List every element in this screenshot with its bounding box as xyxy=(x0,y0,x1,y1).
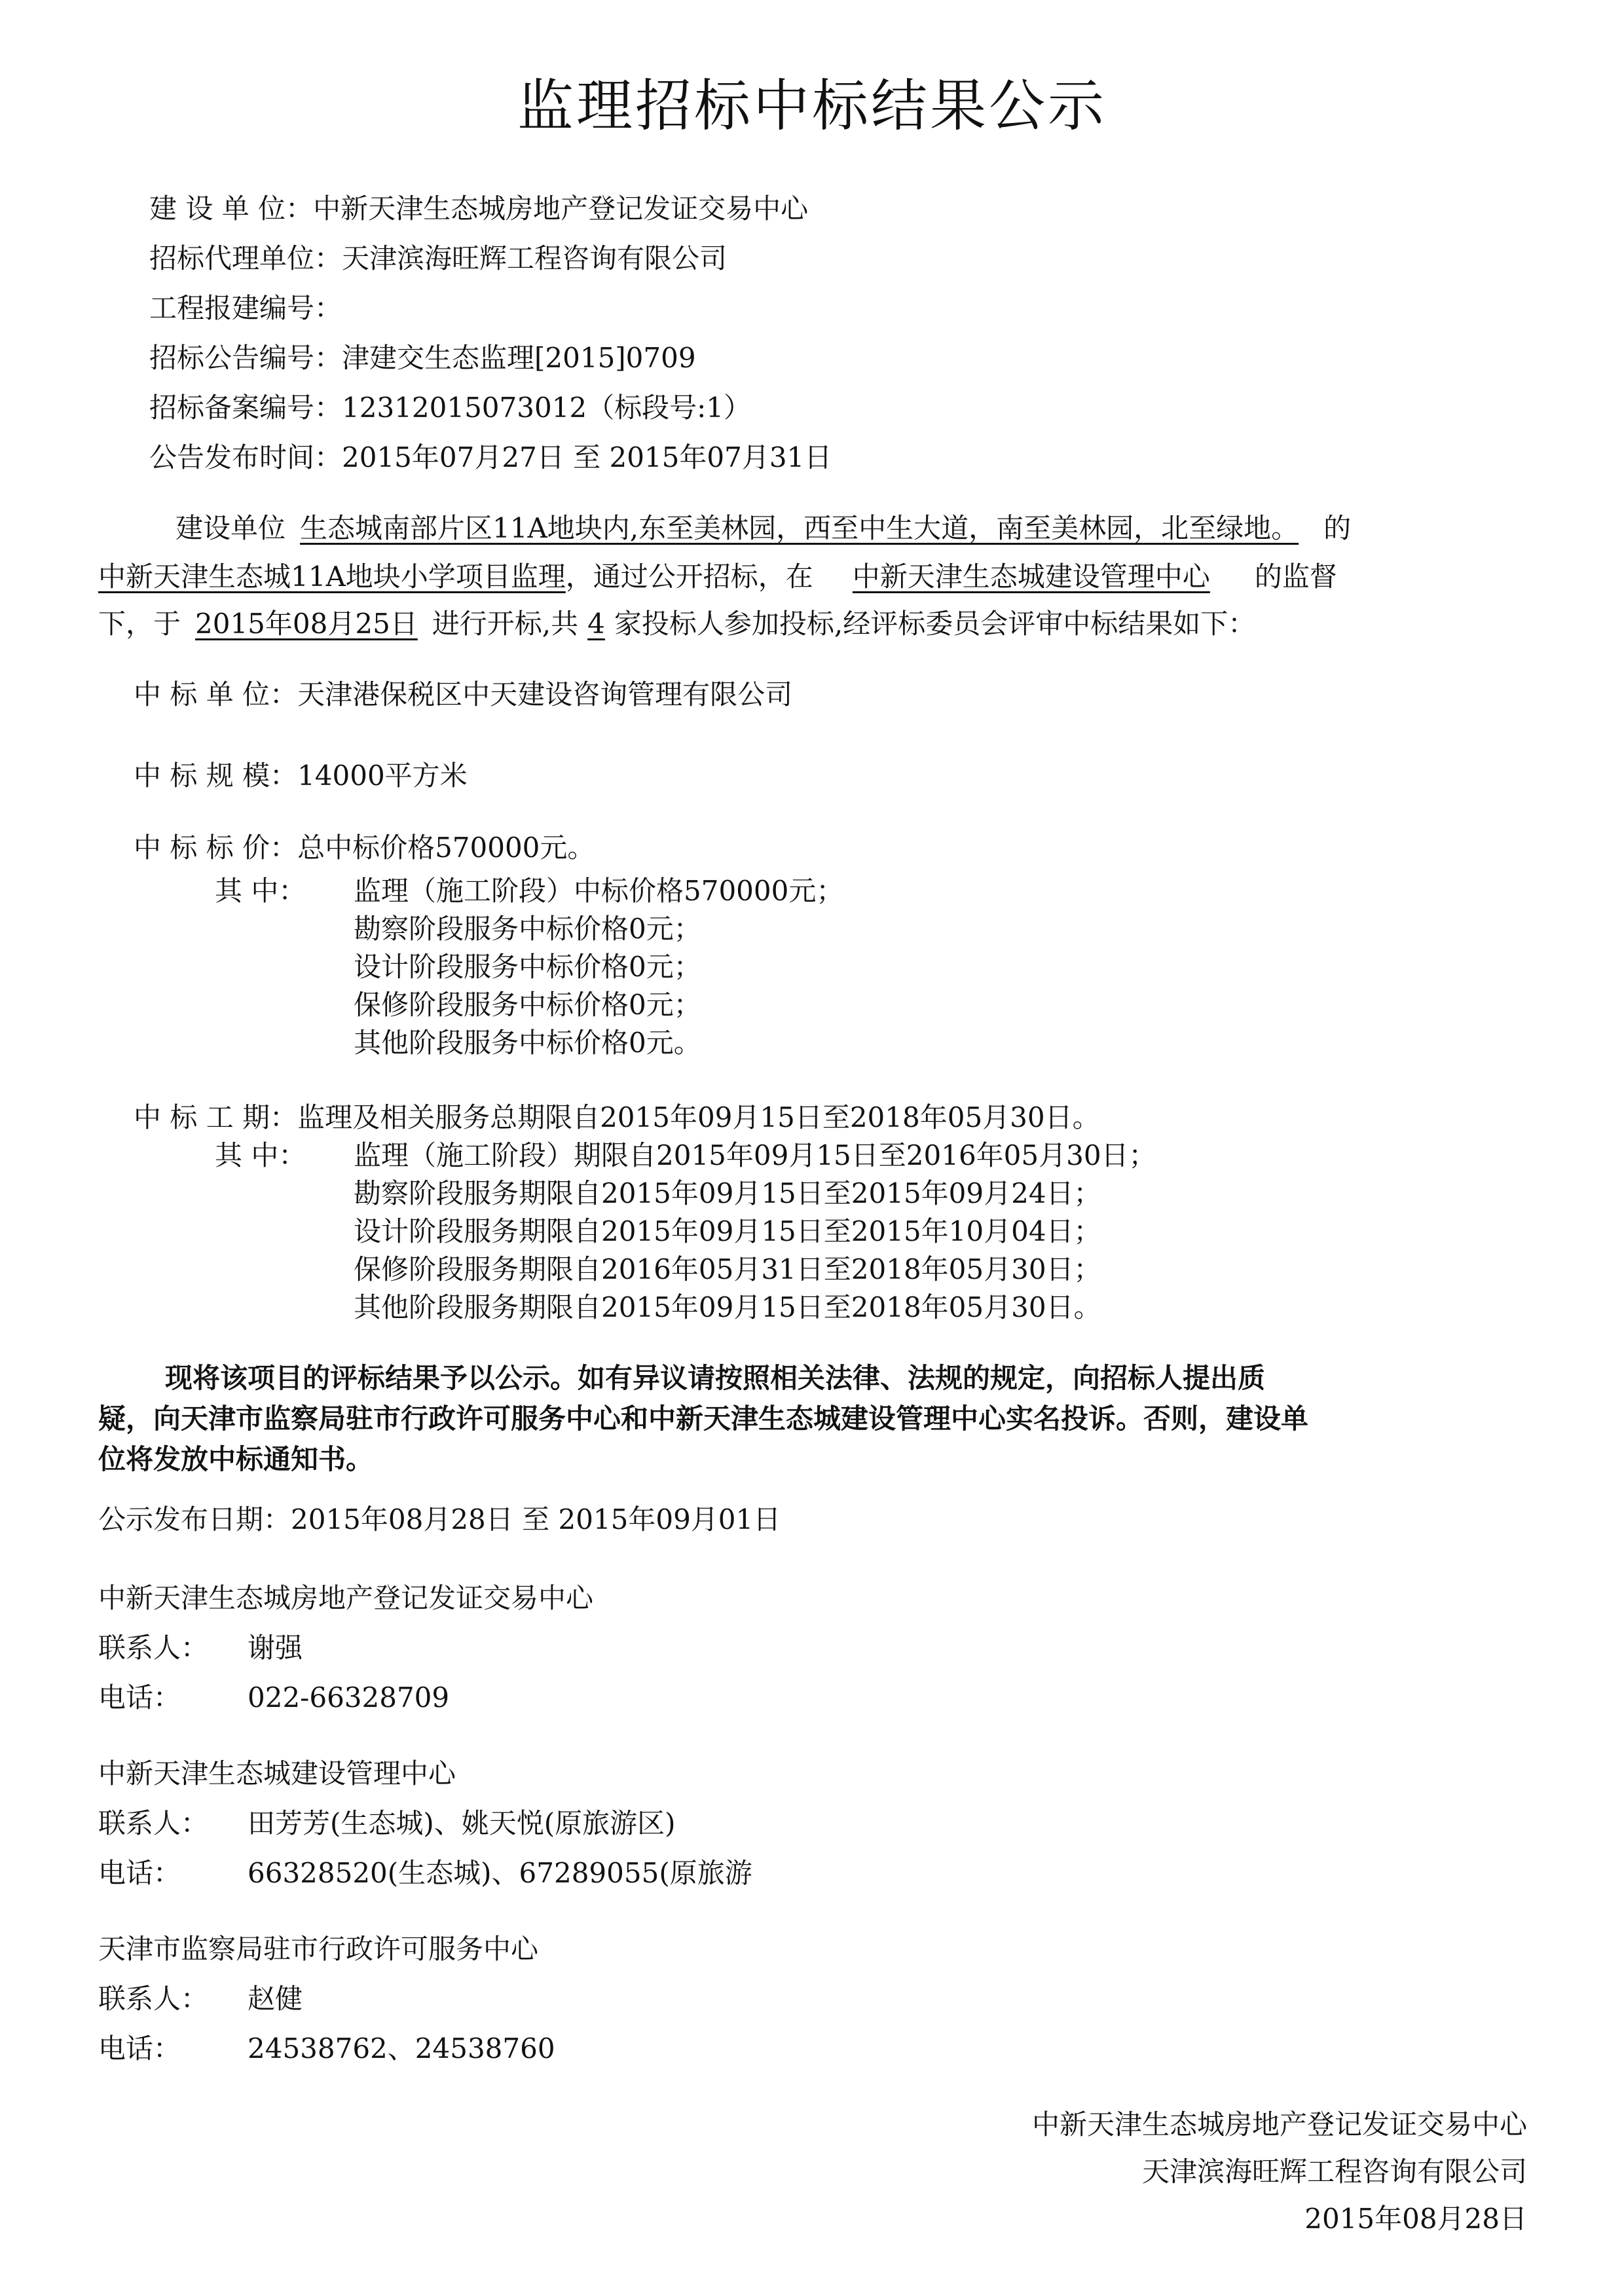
builder-label: 建 设 单 位： xyxy=(149,193,314,225)
contact-person-label: 联系人： xyxy=(98,1632,209,1664)
notice-line-3: 位将发放中标通知书。 xyxy=(98,1443,374,1475)
winner-row xyxy=(134,678,793,710)
scale-row xyxy=(134,762,468,790)
price-label: 中 标 标 价： xyxy=(134,832,298,864)
contact-phone-label: 电话： xyxy=(98,1681,181,1714)
signature-org-1: 中新天津生态城房地产登记发证交易中心 xyxy=(1031,2108,1527,2140)
intro-line-3 xyxy=(98,610,1255,638)
contact-org: 天津市监察局驻市行政许可服务中心 xyxy=(98,1933,539,1965)
page-title: 监理招标中标结果公示 xyxy=(517,73,1107,139)
record-no-row xyxy=(149,394,751,422)
period-item: 设计阶段服务期限自2015年09月15日至2015年10月04日； xyxy=(354,1215,1101,1247)
supervisor-name: 中新天津生态城建设管理中心 xyxy=(852,560,1210,593)
publish-time-row xyxy=(149,441,832,473)
contact-phone: 24538762、24538760 xyxy=(248,2032,555,2065)
notice-no-label: 招标公告编号： xyxy=(149,342,342,374)
price-value: 总中标价格570000元。 xyxy=(297,832,595,864)
period-label: 中 标 工 期： xyxy=(134,1101,298,1133)
price-row xyxy=(134,834,595,862)
scale-value: 14000平方米 xyxy=(297,760,468,792)
period-item: 保修阶段服务期限自2016年05月31日至2018年05月30日； xyxy=(354,1253,1101,1285)
intro-line-2 xyxy=(98,560,1337,593)
price-item: 保修阶段服务中标价格0元； xyxy=(354,989,701,1021)
price-item: 勘察阶段服务中标价格0元； xyxy=(354,913,701,945)
contact-org: 中新天津生态城建设管理中心 xyxy=(98,1757,456,1790)
contact-person-label: 联系人： xyxy=(98,1807,209,1839)
notice-line-1: 现将该项目的评标结果予以公示。如有异议请按照相关法律、法规的规定，向招标人提出质 xyxy=(165,1362,1266,1394)
period-item: 监理（施工阶段）期限自2015年09月15日至2016年05月30日； xyxy=(354,1139,1156,1171)
contact-phone-label: 电话： xyxy=(98,2032,181,2065)
agent-row xyxy=(149,242,728,274)
project-name: 中新天津生态城11A地块小学项目监理 xyxy=(98,560,566,593)
price-sub-label: 其 中： xyxy=(215,875,306,907)
contact-phone-label: 电话： xyxy=(98,1857,181,1889)
opening-date: 2015年08月25日 xyxy=(195,608,418,640)
intro-text: 家投标人参加投标,经评标委员会评审中标结果如下： xyxy=(614,608,1256,640)
intro-line-1 xyxy=(175,512,1352,544)
signature-org-2: 天津滨海旺辉工程咨询有限公司 xyxy=(1141,2156,1527,2188)
agent-label: 招标代理单位： xyxy=(149,242,342,274)
intro-text: 的监督 xyxy=(1254,560,1337,593)
contact-org: 中新天津生态城房地产登记发证交易中心 xyxy=(98,1582,594,1614)
record-no-value: 12312015073012（标段号:1） xyxy=(342,392,751,424)
price-item: 设计阶段服务中标价格0元； xyxy=(354,951,701,983)
agent-value: 天津滨海旺辉工程咨询有限公司 xyxy=(342,242,728,274)
project-no-row xyxy=(149,292,342,324)
builder-value: 中新天津生态城房地产登记发证交易中心 xyxy=(313,193,809,225)
bidder-count: 4 xyxy=(587,608,605,640)
price-item: 监理（施工阶段）中标价格570000元； xyxy=(354,875,844,907)
contact-person: 赵健 xyxy=(248,1983,303,2015)
signature-date: 2015年08月28日 xyxy=(1304,2203,1527,2235)
period-item: 勘察阶段服务期限自2015年09月15日至2015年09月24日； xyxy=(354,1177,1101,1209)
builder-row xyxy=(149,195,808,223)
project-no-label: 工程报建编号： xyxy=(149,292,342,324)
contact-phone: 022-66328709 xyxy=(248,1681,450,1714)
period-row xyxy=(134,1101,1100,1133)
winner-label: 中 标 单 位： xyxy=(134,678,298,710)
contact-person-label: 联系人： xyxy=(98,1983,209,2015)
publish-time-value: 2015年07月27日 至 2015年07月31日 xyxy=(342,441,832,473)
notice-no-row xyxy=(149,344,696,372)
intro-text: 建设单位 xyxy=(175,512,286,544)
contact-person: 谢强 xyxy=(248,1632,303,1664)
scale-label: 中 标 规 模： xyxy=(134,760,298,792)
contact-phone: 66328520(生态城)、67289055(原旅游 xyxy=(248,1857,752,1889)
price-item: 其他阶段服务中标价格0元。 xyxy=(354,1027,701,1059)
period-value: 监理及相关服务总期限自2015年09月15日至2018年05月30日。 xyxy=(297,1101,1100,1133)
winner-value: 天津港保税区中天建设咨询管理有限公司 xyxy=(297,678,793,710)
intro-text: ，通过公开招标，在 xyxy=(565,560,813,593)
intro-text: 的 xyxy=(1323,512,1352,544)
notice-no-value: 津建交生态监理[2015]0709 xyxy=(342,342,696,374)
period-item: 其他阶段服务期限自2015年09月15日至2018年05月30日。 xyxy=(354,1291,1101,1323)
publish-time-label: 公告发布时间： xyxy=(149,441,342,473)
record-no-label: 招标备案编号： xyxy=(149,392,342,424)
project-location: 生态城南部片区11A地块内,东至美林园，西至中生大道，南至美林园，北至绿地。 xyxy=(300,512,1299,544)
intro-text: 进行开标,共 xyxy=(432,608,579,640)
intro-text: 下，于 xyxy=(98,608,181,640)
notice-line-2: 疑，向天津市监察局驻市行政许可服务中心和中新天津生态城建设管理中心实名投诉。否则，建设单 xyxy=(98,1403,1309,1435)
contact-person: 田芳芳(生态城)、姚天悦(原旅游区) xyxy=(248,1807,676,1839)
publicity-date: 公示发布日期：2015年08月28日 至 2015年09月01日 xyxy=(98,1503,781,1535)
period-sub-label: 其 中： xyxy=(215,1139,306,1171)
